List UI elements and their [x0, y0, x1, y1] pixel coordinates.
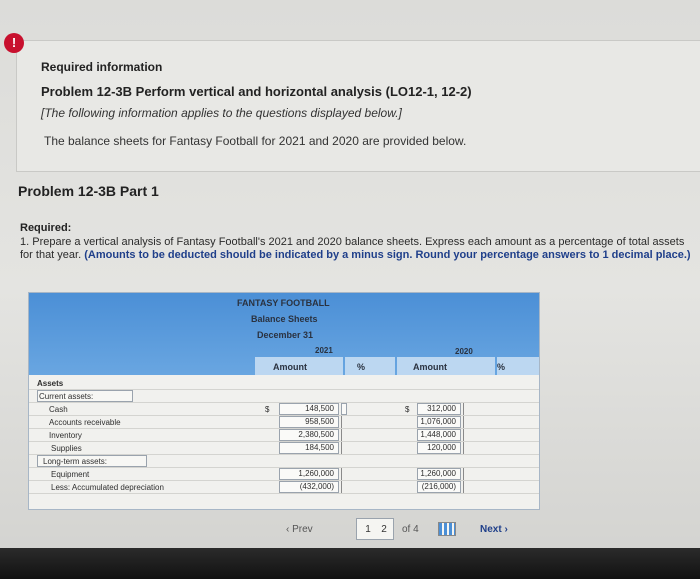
- year-2020: 2020: [455, 347, 473, 356]
- amount-2020-receivable[interactable]: 1,076,000: [417, 416, 461, 428]
- device-bezel: [0, 548, 700, 579]
- required-information-label: Required information: [41, 60, 163, 74]
- pct-2021-inventory-input[interactable]: [341, 429, 347, 441]
- pct-2021-supplies-input[interactable]: [341, 442, 347, 454]
- dollar-sign: $: [405, 405, 410, 414]
- applies-note: [The following information applies to the questions displayed below.]: [41, 106, 402, 120]
- table-row: [29, 377, 539, 390]
- pct-2020-cash-input[interactable]: [463, 403, 469, 415]
- col-amount-2020: Amount: [413, 362, 447, 372]
- pct-2020-equipment-input[interactable]: [463, 468, 469, 480]
- pct-2020-supplies-input[interactable]: [463, 442, 469, 454]
- table-row: [29, 455, 539, 468]
- col-pct-2020: %: [497, 362, 506, 372]
- pct-2020-receivable-input[interactable]: [463, 416, 469, 428]
- amount-2021-depreciation[interactable]: (432,000): [279, 481, 339, 493]
- row-label: Long-term assets:: [43, 457, 108, 466]
- amount-2021-inventory[interactable]: 2,380,500: [279, 429, 339, 441]
- amount-2020-cash[interactable]: 312,000: [417, 403, 461, 415]
- row-label: Inventory: [49, 431, 82, 440]
- amount-2021-cash[interactable]: 148,500: [279, 403, 339, 415]
- table-row: [29, 416, 539, 429]
- table-row: [29, 481, 539, 494]
- sheet-date: December 31: [257, 330, 314, 340]
- year-2021: 2021: [315, 346, 333, 355]
- balance-sheets-intro: The balance sheets for Fantasy Football for 2021 and 2020 are provided below.: [44, 134, 467, 148]
- prev-button[interactable]: [286, 520, 338, 540]
- amount-2021-equipment[interactable]: 1,260,000: [279, 468, 339, 480]
- amount-2021-supplies[interactable]: 184,500: [279, 442, 339, 454]
- row-label: Equipment: [51, 470, 90, 479]
- row-label: Supplies: [51, 444, 82, 453]
- row-label: Less: Accumulated depreciation: [51, 483, 164, 492]
- row-label: Current assets:: [39, 392, 94, 401]
- table-row: [29, 390, 539, 403]
- prev-label: Prev: [292, 524, 313, 535]
- table-row: [29, 468, 539, 481]
- row-label: Assets: [37, 379, 64, 388]
- amount-2020-equipment[interactable]: 1,260,000: [417, 468, 461, 480]
- alert-icon: !: [4, 33, 24, 53]
- problem-title: Problem 12-3B Perform vertical and horizontal analysis (LO12-1, 12-2): [41, 84, 472, 99]
- table-row: [29, 442, 539, 455]
- amount-2020-inventory[interactable]: 1,448,000: [417, 429, 461, 441]
- pct-2021-receivable-input[interactable]: [341, 416, 347, 428]
- chevron-right-icon: ›: [504, 524, 508, 535]
- dollar-sign: $: [265, 405, 270, 414]
- sheet-title: Balance Sheets: [251, 314, 318, 324]
- next-button[interactable]: [480, 520, 530, 540]
- pct-2021-cash-input[interactable]: [341, 403, 347, 415]
- col-amount-2021: Amount: [273, 362, 307, 372]
- amount-2020-depreciation[interactable]: (216,000): [417, 481, 461, 493]
- col-band-pct-2021: [345, 357, 395, 375]
- part-title: Problem 12-3B Part 1: [18, 183, 159, 199]
- row-label: Accounts receivable: [49, 418, 121, 427]
- instruction-bold: (Amounts to be deducted should be indicated by a minus sign. Round your percentage answers to 1 decimal place.): [84, 248, 691, 261]
- pct-2021-depreciation-input[interactable]: [341, 481, 347, 493]
- balance-sheet-table: [28, 292, 540, 510]
- amount-2021-receivable[interactable]: 958,500: [279, 416, 339, 428]
- pct-2021-equipment-input[interactable]: [341, 468, 347, 480]
- grid-view-icon[interactable]: [438, 522, 456, 536]
- chevron-left-icon: ‹: [286, 524, 290, 535]
- pct-2020-depreciation-input[interactable]: [463, 481, 469, 493]
- row-label: Cash: [49, 405, 68, 414]
- page-1-button[interactable]: 1: [365, 524, 371, 535]
- table-row: [29, 429, 539, 442]
- amount-2020-supplies[interactable]: 120,000: [417, 442, 461, 454]
- page-2-button[interactable]: 2: [381, 524, 387, 535]
- page-count: of 4: [402, 524, 419, 535]
- pct-2020-inventory-input[interactable]: [463, 429, 469, 441]
- instruction-plain: 1. Prepare a vertical analysis of Fantasy Football's 2021 and 2020 balance sheets. Express each amount as a percentage of total assets for that year.: [20, 236, 685, 261]
- table-row: [29, 403, 539, 416]
- next-label: Next: [480, 524, 502, 535]
- required-label: Required:: [20, 222, 72, 234]
- col-pct-2021: %: [357, 362, 366, 372]
- company-name: FANTASY FOOTBALL: [237, 298, 330, 308]
- instruction-text: [20, 236, 696, 261]
